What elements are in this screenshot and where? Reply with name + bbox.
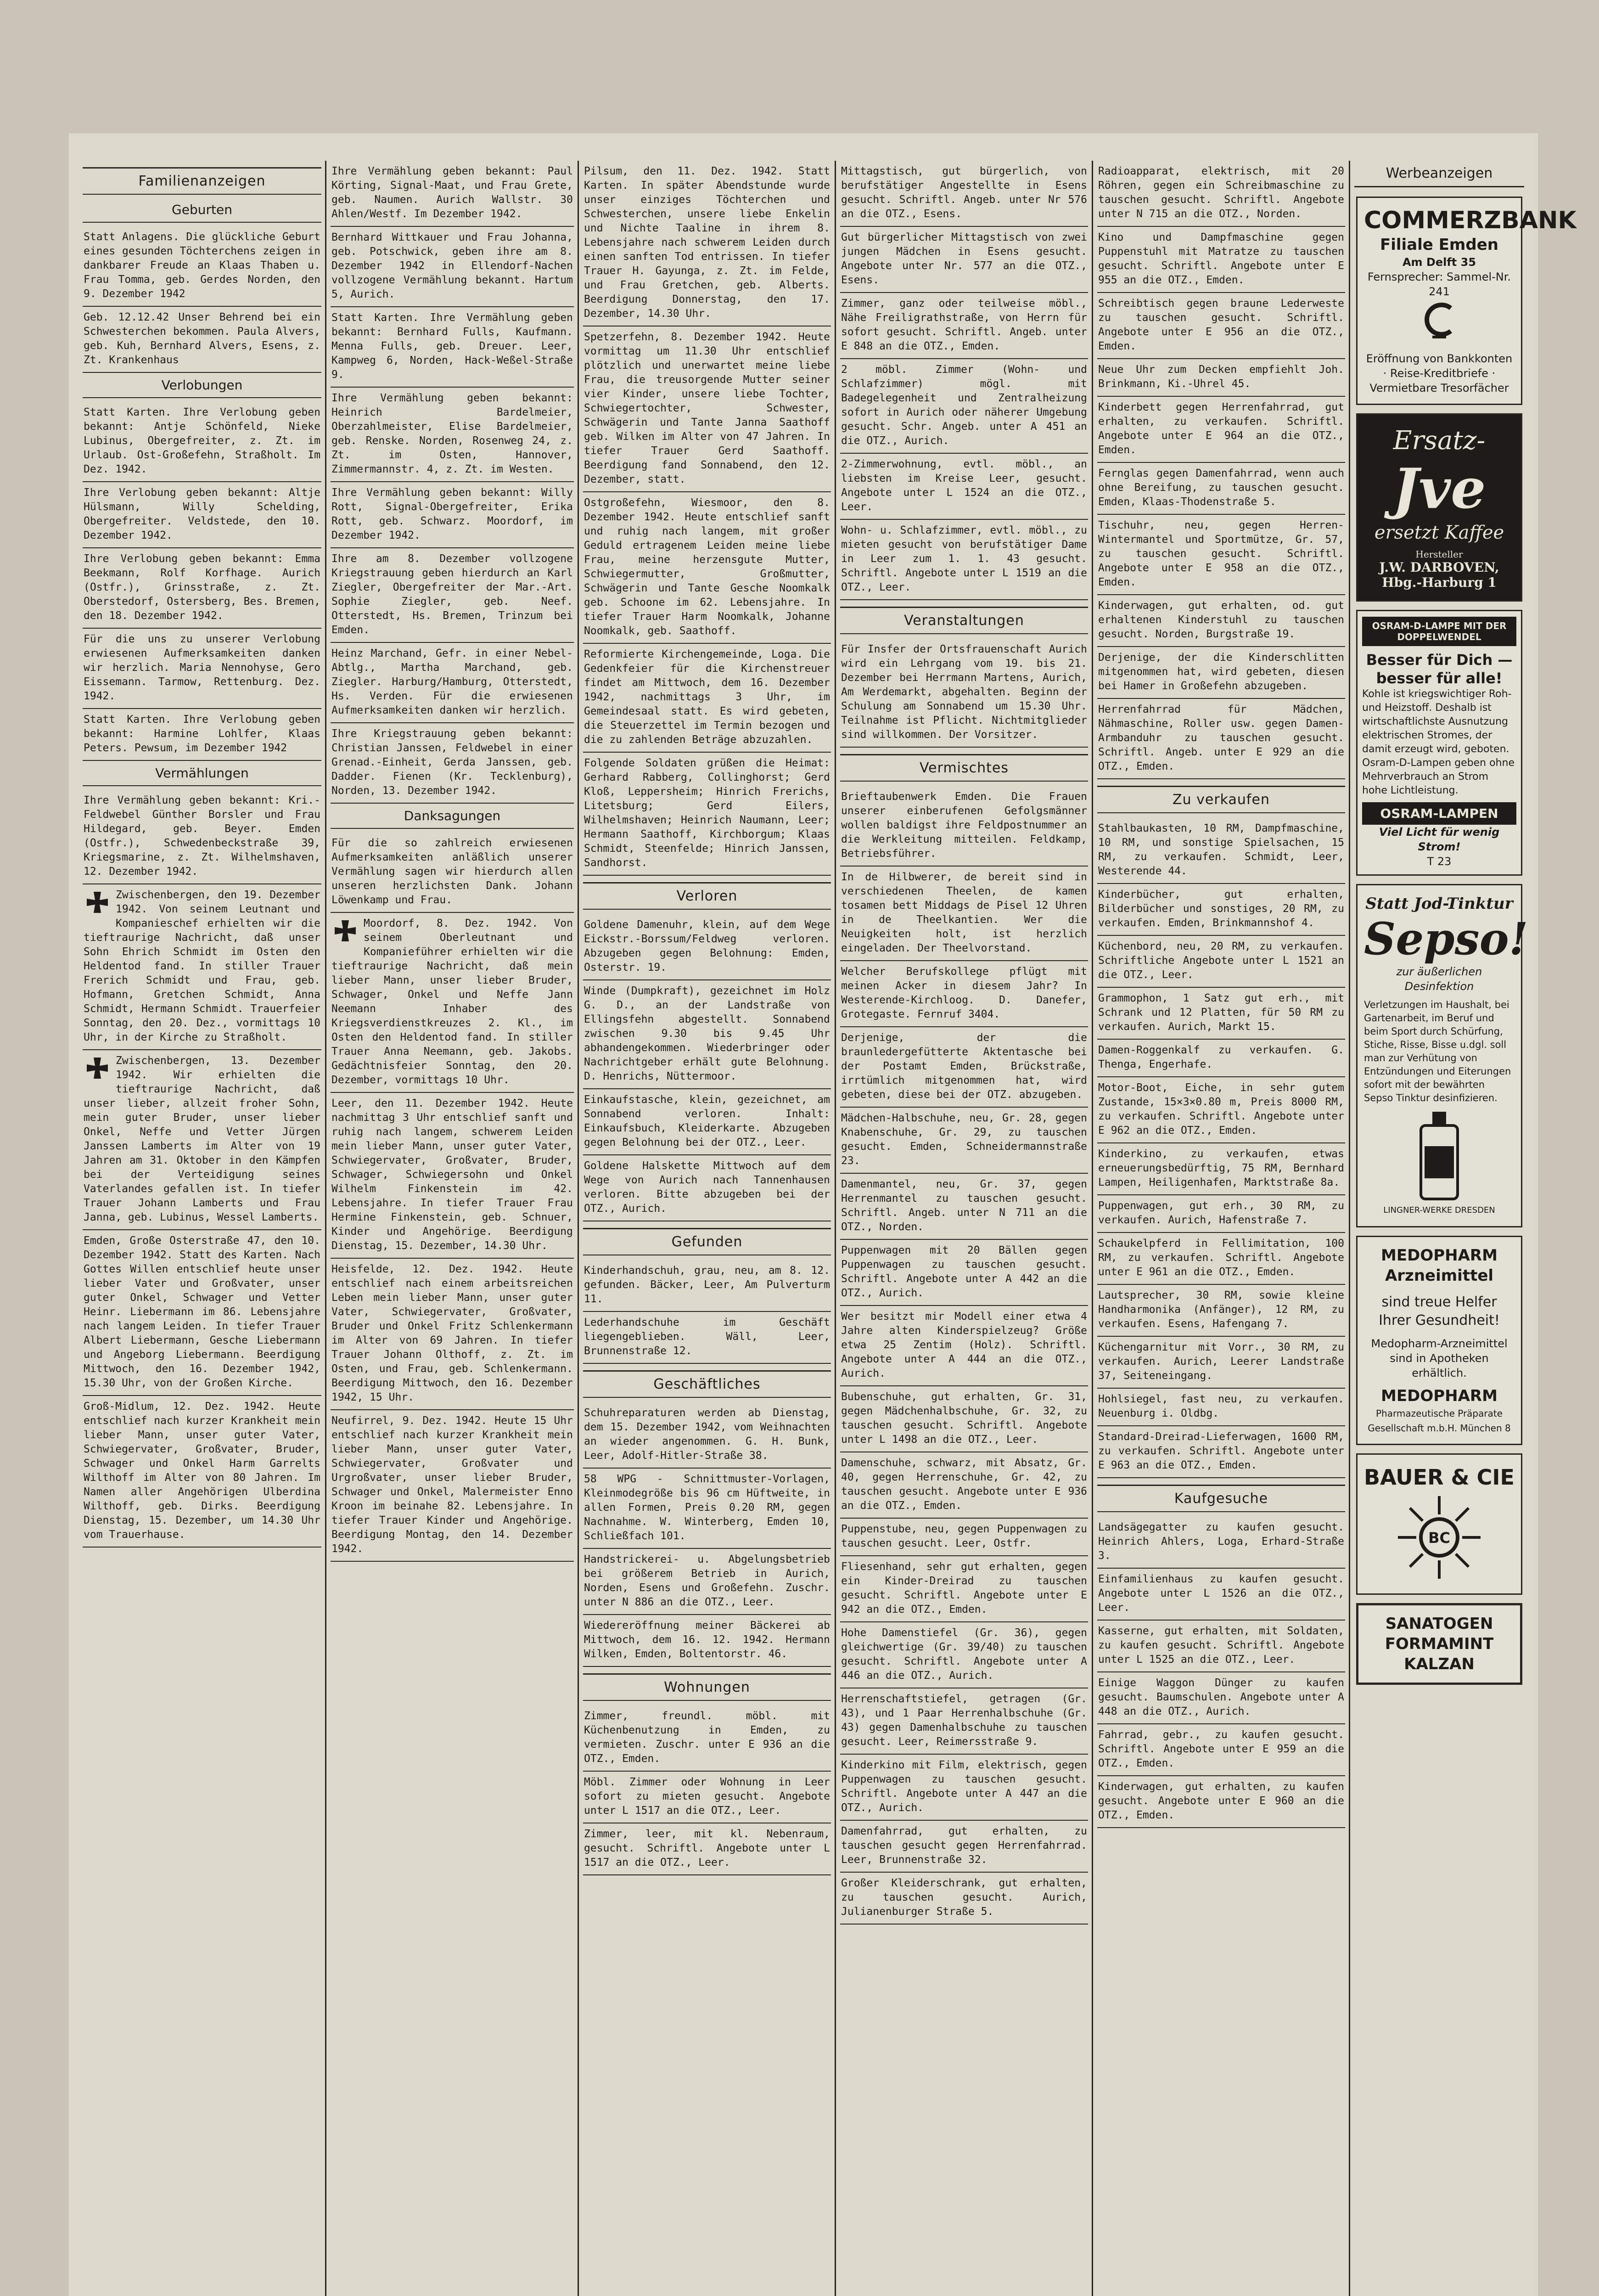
commerzbank-address: Am Delft 35: [1402, 256, 1476, 269]
classified-ad: Winde (Dumpkraft), gezeichnet im Holz G. D., an der Landstraße von Ellingsfehn abgestellt. Sonnabend zwischen 9.30 bis 9.45 Uhr abhandengekommen. Wiederbringer oder Nachrichtgeber erhält gute Belohnung. D. Henrichs, Nüttermoor.: [583, 980, 831, 1089]
iron-cross-icon: [331, 918, 359, 946]
classified-ad: Bernhard Wittkauer und Frau Johanna, geb. Potschwick, geben ihre am 8. Dezember 1942 in Ellendorf-Nachen vollzogene Vermählung bekannt. Hartum 5, Aurich.: [331, 227, 574, 307]
classified-ad: Ihre Verlobung geben bekannt: Altje Hülsmann, Willy Schelding, Obergefreiter. Veldstede, den 10. Dezember 1942.: [83, 482, 321, 548]
newspaper-page: [69, 133, 1577, 2296]
classified-ad: Statt Karten. Ihre Vermählung geben bekannt: Bernhard Fulls, Kaufmann. Menna Fulls, geb. Dreuer. Leer, Kampweg 6, Norden, Hack-Weßel-Straße 9.: [331, 307, 574, 388]
classified-ad: Bubenschuhe, gut erhalten, Gr. 31, gegen Mädchenhalbschuhe, Gr. 32, zu tauschen gesucht. Schriftl. Angebote unter L 1498 an die OTZ., Leer.: [840, 1386, 1088, 1452]
osram-tagline: Viel Licht für wenig Strom!: [1379, 826, 1500, 853]
classified-ad: Kinderwagen, gut erhalten, od. gut erhaltenen Kinderstuhl zu tauschen gesucht. Norden, Burgstraße 19.: [1097, 595, 1345, 647]
sepso-body: Verletzungen im Haushalt, bei Gartenarbeit, im Beruf und beim Sport durch Schürfung, Stiche, Risse, Bisse u.dgl. soll man zur Verhütung von Entzündungen und Eiterungen sofort mit der bewährten Sepso Tinktur desinfizieren.: [1364, 999, 1511, 1103]
classified-ad: Kinderwagen, gut erhalten, zu kaufen gesucht. Angebote unter E 960 an die OTZ., Emden.: [1097, 1776, 1345, 1828]
classified-ad: Statt Anlagens. Die glückliche Geburt eines gesunden Töchterchens zeigen in dankbarer Freude an Klaas Thaben u. Frau Tomma, geb. Gerdes Norden, den 9. Dezember 1942: [83, 226, 321, 307]
classified-ad: Leer, den 11. Dezember 1942. Heute nachmittag 3 Uhr entschlief sanft und ruhig nach langem, schwerem Leiden mein lieber Mann, unser guter Vater, Schwiegervater, Großvater, Bruder, Schwager, Schwiegersohn und Onkel Wilhelm Finkenstein im 42. Lebensjahre. In tiefer Trauer Frau Hermine Finkenstein, geb. Schnuer, Kinder und Angehörige. Beerdigung Dienstag, 15. Dezember, 14.30 Uhr.: [331, 1093, 574, 1259]
section-heading: Familienanzeigen: [83, 167, 321, 195]
obituary-notice: [83, 884, 321, 1050]
classified-ad: Derjenige, der die braunledergefütterte Aktentasche bei der Postamt Emden, Brückstraße, irrtümlich mitgenommen hat, wird gebeten, diese bei der OTZ. abzugeben.: [840, 1027, 1088, 1108]
classified-ad: Grammophon, 1 Satz gut erh., mit Schrank und 12 Platten, für 50 RM zu verkaufen. Aurich, Markt 15.: [1097, 988, 1345, 1040]
classified-ad: Puppenwagen mit 20 Bällen gegen Puppenwagen zu tauschen gesucht. Schriftl. Angebote unter A 442 an die OTZ., Aurich.: [840, 1240, 1088, 1306]
sepso-bottle-icon: [1412, 1109, 1467, 1201]
section-heading: Geschäftliches: [583, 1370, 831, 1398]
classified-ad: Puppenstube, neu, gegen Puppenwagen zu tauschen gesucht. Leer, Ostfr.: [840, 1519, 1088, 1556]
classified-ad: Herrenschaftstiefel, getragen (Gr. 43), und 1 Paar Herrenhalbschuhe (Gr. 43) gegen Damenhalbschuhe zu tauschen gesucht. Leer, Reimersstraße 9.: [840, 1688, 1088, 1755]
classified-ad: Ihre Vermählung geben bekannt: Kri.-Feldwebel Günther Borsler und Frau Hildegard, geb. Beyer. Emden (Ostfr.), Schwedenbeckstraße 39, Kriegsmarine, z. Zt. Wilhelmshaven, 12. Dezember 1942.: [83, 790, 321, 884]
jve-top: Ersatz-: [1393, 426, 1486, 456]
bauer-sunburst-logo-icon: [1393, 1491, 1485, 1583]
classified-ad: Schuhreparaturen werden ab Dienstag, dem 15. Dezember 1942, vom Weihnachten an wieder angenommen. G. H. Bunk, Leer, Adolf-Hitler-Straße 38.: [583, 1402, 831, 1469]
classified-ad: Zimmer, leer, mit kl. Nebenraum, gesucht. Schriftl. Angebote unter L 1517 an die OTZ., Leer.: [583, 1823, 831, 1875]
classified-ad: Schaukelpferd in Fellimitation, 100 RM, zu verkaufen. Schriftl. Angebote unter E 961 an die OTZ., Emden.: [1097, 1233, 1345, 1285]
classified-ad: Damenfahrrad, gut erhalten, zu tauschen gesucht gegen Herrenfahrrad. Leer, Brunnenstraße 32.: [840, 1821, 1088, 1873]
obituary-notice: [83, 1050, 321, 1230]
section-heading: Wohnungen: [583, 1673, 831, 1701]
classified-ad: Folgende Soldaten grüßen die Heimat: Gerhard Rabberg, Collinghorst; Gerd Kloß, Leppersheim; Hinrich Frerichs, Litetsburg; Gerd Eilers, Wilhelmshaven; Heinrich Naumann, Leer; Hermann Saathoff, Kirchborgum; Klaas Schmidt, Steenfelde; Hinrich Janssen, Sandhorst.: [583, 753, 831, 876]
classified-ad: Damenmantel, neu, Gr. 37, gegen Herrenmantel zu tauschen gesucht. Schriftl. Angeb. unter N 711 an die OTZ., Norden.: [840, 1174, 1088, 1240]
classified-ad: Hohlsiegel, fast neu, zu verkaufen. Neuenburg i. Oldbg.: [1097, 1389, 1345, 1426]
classified-ad: Ostgroßefehn, Wiesmoor, den 8. Dezember 1942. Heute entschlief sanft und ruhig nach langem, mit großer Geduld ertragenem Leiden meine liebe Frau, meine herzensgute Mutter, Schwiegermutter, Großmutter, Schwägerin und Tante Gesche Noomkalk geb. Schoone im 62. Lebensjahre. In tiefer Trauer Harm Noomkalk, Johanne Noomkalk, geb. Saathoff.: [583, 492, 831, 644]
iron-cross-icon: [84, 1056, 111, 1083]
osram-headline: Besser für Dich — besser für alle!: [1366, 651, 1513, 687]
section-heading: Kaufgesuche: [1097, 1485, 1345, 1512]
subsection-heading: Danksagungen: [331, 805, 574, 829]
jve-ad: [1356, 413, 1522, 602]
classified-ad: Puppenwagen, gut erh., 30 RM, zu verkaufen. Aurich, Hafenstraße 7.: [1097, 1195, 1345, 1233]
classified-ad: Herrenfahrrad für Mädchen, Nähmaschine, Roller usw. gegen Damen-Armbanduhr zu tauschen gesucht. Schriftl. Angeb. unter E 929 an die OTZ., Emden.: [1097, 699, 1345, 779]
classified-ad: Wiedereröffnung meiner Bäckerei ab Mittwoch, dem 16. 12. 1942. Hermann Wilken, Emden, Boltentorstr. 46.: [583, 1615, 831, 1667]
column-divider: [1092, 161, 1093, 2296]
classified-ad: Lautsprecher, 30 RM, sowie kleine Handharmonika (Anfänger), 12 RM, zu verkaufen. Esens, Hafengang 7.: [1097, 1285, 1345, 1337]
classified-ad: Hohe Damenstiefel (Gr. 36), gegen gleichwertige (Gr. 39/40) zu tauschen gesucht. Schriftl. Angebote unter A 446 an die OTZ., Aurich.: [840, 1622, 1088, 1688]
classified-ad: Großer Kleiderschrank, gut erhalten, zu tauschen gesucht. Aurich, Julianenburger Straße 5.: [840, 1873, 1088, 1925]
bank-logo-icon: [1419, 299, 1460, 349]
classified-ad: Stahlbaukasten, 10 RM, Dampfmaschine, 10 RM, und sonstige Spielsachen, 15 RM, zu verkaufen. Schmidt, Leer, Westerende 44.: [1097, 818, 1345, 884]
classified-ad: Reformierte Kirchengemeinde, Loga. Die Gedenkfeier für die Kirchenstreuer findet am Mittwoch, dem 16. Dezember 1942, nachmittags 3 Uhr, im Gemeindesaal statt. Es wird gebeten, die Steuerzettel im Termin bezogen und die zu zahlenden Beträge abzuzahlen.: [583, 644, 831, 753]
bauer-ad: [1356, 1453, 1522, 1595]
classified-ad: Neufirrel, 9. Dez. 1942. Heute 15 Uhr entschlief nach kurzer Krankheit mein lieber Mann, unser guter Vater, Schwiegervater, Großvater und Urgroßvater, unser lieber Bruder, Schwager und Onkel, Malermeister Enno Kroon im beinahe 82. Lebensjahre. In tiefer Trauer Kinder und Angehörige. Beerdigung Montag, den 14. Dezember 1942.: [331, 1410, 574, 1562]
classified-ad: Zimmer, ganz oder teilweise möbl., Nähe Freiligrathstraße, von Herrn für sofort gesucht. Schriftl. Angeb. unter E 848 an die OTZ., Emden.: [840, 293, 1088, 359]
medopharm-head: MEDOPHARM: [1381, 1246, 1498, 1265]
classified-ad: Tischuhr, neu, gegen Herren-Wintermantel und Sportmütze, Gr. 57, zu tauschen gesucht. Schriftl. Angebote unter E 958 an die OTZ., Emden.: [1097, 515, 1345, 595]
classified-ad: Spetzerfehn, 8. Dezember 1942. Heute vormittag um 11.30 Uhr entschlief plötzlich und unerwartet meine liebe Frau, die treusorgende Mutter seiner vier Kinder, unsere liebe Tochter, Schwiegertochter, Schwester, Schwägerin und Tante Janna Saathoff geb. Wilken im Alter von 47 Jahren. In tiefer Trauer Gerd Saathoff. Beerdigung fand Sonnabend, den 12. Dezember, statt.: [583, 326, 831, 492]
classified-ad: Welcher Berufskollege pflügt mit meinen Acker in diesem Jahr? In Westerende-Kirchloog. D. Danefer, Grotegaste. Fernruf 3404.: [840, 961, 1088, 1027]
section-heading: Zu verkaufen: [1097, 786, 1345, 813]
medopharm-line2: Ihrer Gesundheit!: [1379, 1312, 1500, 1328]
classified-ad: 2-Zimmerwohnung, evtl. möbl., an liebsten im Kreise Leer, gesucht. Angebote unter L 1524 an die OTZ., Leer.: [840, 454, 1088, 520]
jve-maker-label: Hersteller: [1415, 549, 1463, 560]
column-2: [331, 161, 574, 2296]
section-heading: Verloren: [583, 882, 831, 910]
sepso-sub: zur äußerlichen Desinfektion: [1396, 965, 1482, 993]
column-4: [840, 161, 1088, 2296]
medopharm-body: Medopharm-Arzneimittel sind in Apotheken erhältlich.: [1371, 1337, 1508, 1379]
column-divider: [1349, 161, 1350, 2296]
classified-ad: Damen-Roggenkalf zu verkaufen. G. Thenga, Engerhafe.: [1097, 1040, 1345, 1077]
commerzbank-ad: [1356, 197, 1577, 405]
sepso-ad: [1356, 884, 1528, 1227]
osram-banner: OSRAM-D-LAMPE MIT DER DOPPELWENDEL: [1362, 617, 1516, 646]
osram-body: Kohle ist kriegswichtiger Roh- und Heizstoff. Deshalb ist wirtschaftlichste Ausnutzung elektrischen Stromes, der damit erzeugt wird, geboten. Osram-D-Lampen geben ohne Mehrverbrauch an Strom hohe Lichtleistung.: [1362, 688, 1515, 796]
classified-ad: Einige Waggon Dünger zu kaufen gesucht. Baumschulen. Angebote unter A 448 an die OTZ., Aurich.: [1097, 1672, 1345, 1724]
bauer-mark: BC: [1428, 1529, 1450, 1547]
classified-ad: 2 möbl. Zimmer (Wohn- und Schlafzimmer) mögl. mit Badegelegenheit und Zentralheizung sofort in Aurich oder näherer Umgebung gesucht. Schr. Angeb. unter A 451 an die OTZ., Aurich.: [840, 359, 1088, 454]
section-heading: Gefunden: [583, 1228, 831, 1255]
classified-ad: Goldene Halskette Mittwoch auf dem Wege von Aurich nach Tannenhausen verloren. Bitte abzugeben bei der OTZ., Aurich.: [583, 1155, 831, 1221]
classified-ad: Heinz Marchand, Gefr. in einer Nebel-Abtlg., Martha Marchand, geb. Ziegler. Harburg/Hamburg, Otterstedt, Hs. Verden. Für die erwiesenen Aufmerksamkeiten danken wir herzlich.: [331, 643, 574, 723]
classified-ad: Ihre Vermählung geben bekannt: Heinrich Bardelmeier, Oberzahlmeister, Elise Bardelmeier, geb. Renske. Norden, Rosenweg 24, z. Zt. im Osten, Hannover, Zimmermannstr. 4, z. Zt. im Westen.: [331, 388, 574, 482]
classified-ad: Brieftaubenwerk Emden. Die Frauen unserer einberufenen Gefolgsmänner wollen baldigst ihre Feldpostnummer an die Werkleitung mitteilen. Feldkamp, Betriebsführer.: [840, 786, 1088, 867]
classified-ad: Wer besitzt mir Modell einer etwa 4 Jahre alten Kinderspielzeug? Größe etwa 25 Zentim (Holz). Schriftl. Angebote unter A 444 an die OTZ., Aurich.: [840, 1306, 1088, 1386]
medopharm-line1: sind treue Helfer: [1381, 1294, 1497, 1310]
classified-ad: Heisfelde, 12. Dez. 1942. Heute entschlief nach einem arbeitsreichen Leben mein lieber Mann, unser guter Vater, Schwiegervater, Großvater, Bruder und Onkel Fritz Schlenkermann im Alter von 69 Jahren. In tiefer Trauer Johann Olthoff, z. Zt. im Osten, und Frau, geb. Schlenkermann. Beerdigung Mittwoch, den 16. Dezember 1942, 15 Uhr.: [331, 1259, 574, 1410]
classified-ad: Einkaufstasche, klein, gezeichnet, am Sonnabend verloren. Inhalt: Einkaufsbuch, Kleiderkarte. Abzugeben gegen Belohnung bei der OTZ., Leer.: [583, 1089, 831, 1155]
classified-ad: Für die uns zu unserer Verlobung erwiesenen Aufmerksamkeiten danken wir herzlich. Maria Nennohyse, Gero Eissemann. Tarmow, Rettenburg. Dez. 1942.: [83, 629, 321, 709]
column-3: [583, 161, 831, 2296]
classified-ad: 58 WPG - Schnittmuster-Vorlagen, Kleinmodegröße bis 96 cm Hüftweite, in allen Formen, Preis 0.20 RM, gegen Nachnahme. W. Winterberg, Emden 10, Schließfach 101.: [583, 1469, 831, 1549]
classified-ad: Groß-Midlum, 12. Dez. 1942. Heute entschlief nach kurzer Krankheit mein lieber Mann, unser guter Vater, Schwiegervater, Großvater, Bruder, Schwager und Onkel Harm Garrelts Wilthoff im Alter von 80 Jahren. Im Namen aller Angehörigen Ulberdina Wilthoff, geb. Dirks. Beerdigung Dienstag, 15. Dezember, um 14.30 Uhr vom Trauerhause.: [83, 1396, 321, 1548]
medopharm-head2: Arzneimittel: [1385, 1266, 1494, 1285]
medopharm-footer: Pharmazeutische Präparate Gesellschaft m.b.H. München 8: [1368, 1408, 1511, 1434]
classified-ad: Damenschuhe, schwarz, mit Absatz, Gr. 40, gegen Herrenschuhe, Gr. 42, zu tauschen gesucht. Angebote unter E 936 an die OTZ., Emden.: [840, 1452, 1088, 1519]
classified-ad: Fliesenhand, sehr gut erhalten, gegen ein Kinder-Dreirad zu tauschen gesucht. Schriftl. Angebote unter E 942 an die OTZ., Emden.: [840, 1556, 1088, 1622]
classified-ad: Kino und Dampfmaschine gegen Puppenstuhl mit Matratze zu tauschen gesucht. Schriftl. Angebote unter E 955 an die OTZ., Emden.: [1097, 227, 1345, 293]
advertising-sidebar: [1354, 161, 1577, 2296]
subsection-heading: Geburten: [83, 199, 321, 223]
column-divider: [325, 161, 326, 2296]
classified-ad: Derjenige, der die Kinderschlitten mitgenommen hat, wird gebeten, diesen bei Hamer in Großefehn abzugeben.: [1097, 647, 1345, 699]
jve-brand: Jve: [1392, 456, 1486, 521]
subsection-heading: Vermählungen: [83, 763, 321, 786]
classified-ad: Motor-Boot, Eiche, in sehr gutem Zustande, 15×3×0.80 m, Preis 8000 RM, zu verkaufen. Schriftl. Angebote unter E 962 an die OTZ., Emden.: [1097, 1077, 1345, 1143]
commerzbank-branch: Filiale Emden: [1380, 236, 1498, 254]
classified-ad: Wohn- u. Schlafzimmer, evtl. möbl., zu mieten gesucht von berufstätiger Dame in Leer zum 1. 1. 43 gesucht. Schriftl. Angebote unter L 1519 an die OTZ., Leer.: [840, 520, 1088, 600]
classified-ad: Kinderbett gegen Herrenfahrrad, gut erhalten, zu verkaufen. Schriftl. Angebote unter E 964 an die OTZ., Emden.: [1097, 397, 1345, 463]
classified-ad: Kasserne, gut erhalten, mit Soldaten, zu kaufen gesucht. Schriftl. Angebote unter L 1525 an die OTZ., Leer.: [1097, 1621, 1345, 1672]
classified-ad: Fahrrad, gebr., zu kaufen gesucht. Schriftl. Angebote unter E 959 an die OTZ., Emden.: [1097, 1724, 1345, 1776]
column-5: [1097, 161, 1345, 2296]
bauer-name: BAUER & CIE: [1364, 1465, 1515, 1490]
classified-ad: Fernglas gegen Damenfahrrad, wenn auch ohne Bereifung, zu tauschen gesucht. Emden, Klaas-Thodenstraße 5.: [1097, 463, 1345, 515]
classified-ad: Mittagstisch, gut bürgerlich, von berufstätiger Angestellte in Esens gesucht. Schriftl. Angeb. unter Nr 576 an die OTZ., Esens.: [840, 161, 1088, 227]
classified-ad: Gut bürgerlicher Mittagstisch von zwei jungen Mädchen in Esens gesucht. Angebote unter Nr. 577 an die OTZ., Esens.: [840, 227, 1088, 293]
obituary-text: Zwischenbergen, 13. Dezember 1942. Wir erhielten die tieftraurige Nachricht, daß unser lieber, allzeit froher Sohn, mein guter Bruder, unser lieber Onkel, Neffe und Vetter Jürgen Janssen Lamberts im Alter von 19 Jahren am 31. Oktober in den Kämpfen bei der Verteidigung seines Vaterlandes gefallen ist. In tiefer Trauer Johann Lamberts und Frau Janna, geb. Lubinus, Wessel Lamberts.: [84, 1055, 320, 1223]
classified-ad: Standard-Dreirad-Lieferwagen, 1600 RM, zu verkaufen. Schriftl. Angebote unter E 963 an die OTZ., Emden.: [1097, 1426, 1345, 1478]
sidebar-header: Werbeanzeigen: [1354, 161, 1524, 187]
classified-ad: Einfamilienhaus zu kaufen gesucht. Angebote unter L 1526 an die OTZ., Leer.: [1097, 1569, 1345, 1621]
classified-ad: Goldene Damenuhr, klein, auf dem Wege Eickstr.-Borssum/Feldweg verloren. Abzugeben gegen Belohnung: Emden, Osterstr. 19.: [583, 914, 831, 980]
classified-ad: Ihre Vermählung geben bekannt: Paul Körting, Signal-Maat, und Frau Grete, geb. Naumen. Aurich Wallstr. 30 Ahlen/Westf. Im Dezember 1942.: [331, 161, 574, 227]
classified-ad: Emden, Große Osterstraße 47, den 10. Dezember 1942. Statt des Karten. Nach Gottes Willen entschlief heute unser lieber Vater und Großvater, unser guter Onkel, Schwager und Vetter Heinr. Liebermann im 86. Lebensjahre nach langem Leiden. In tiefer Trauer Albert Liebermann, Gesche Liebermann und Angeborg Liebermann. Beerdigung Mittwoch, den 16. Dezember 1942, 15.30 Uhr, von der Großen Kirche.: [83, 1230, 321, 1396]
obituary-notice: [331, 913, 574, 1093]
classified-ad: Kinderbücher, gut erhalten, Bilderbücher und sonstiges, 20 RM, zu verkaufen. Emden, Brinkmannshof 4.: [1097, 884, 1345, 936]
section-heading: Veranstaltungen: [840, 607, 1088, 634]
classified-ad: Ihre am 8. Dezember vollzogene Kriegstrauung geben hierdurch an Karl Ziegler, Obergefreiter der Mar.-Art. Sophie Ziegler, geb. Neef. Otterstedt, Hs. Bremen, Trinzum bei Emden.: [331, 548, 574, 643]
classified-ad: Handstrickerei- u. Abgelungsbetrieb bei größerem Betrieb in Aurich, Norden, Esens und Großefehn. Zuschr. unter N 886 an die OTZ., Leer.: [583, 1549, 831, 1615]
column-divider: [835, 161, 836, 2296]
classified-ad: Zimmer, freundl. möbl. mit Küchenbenutzung in Emden, zu vermieten. Zuschr. unter E 936 an die OTZ., Emden.: [583, 1705, 831, 1772]
medopharm-ad: [1356, 1236, 1522, 1445]
kalzan-line: KALZAN: [1404, 1655, 1475, 1673]
classified-ad: Mädchen-Halbschuhe, neu, Gr. 28, gegen Knabenschuhe, Gr. 29, zu tauschen gesucht. Emden, Schneidermannstraße 23.: [840, 1108, 1088, 1174]
commerzbank-phone: Fernsprecher: Sammel-Nr. 241: [1367, 270, 1511, 298]
classified-ad: Für die so zahlreich erwiesenen Aufmerksamkeiten anläßlich unserer Vermählung sagen wir hierdurch allen unseren herzlichsten Dank. Johann Löwenkamp und Frau.: [331, 833, 574, 913]
classified-ad: Statt Karten. Ihre Verlobung geben bekannt: Harmine Lohlfer, Klaas Peters. Pewsum, im Dezember 1942: [83, 709, 321, 761]
obituary-text: Moordorf, 8. Dez. 1942. Von seinem Oberleutnant und Kompanieführer erhielten wir die tieftraurige Nachricht, daß mein lieber Mann, unser lieber Bruder, Schwager, Onkel und Neffe Jann Neemann Inhaber des Kriegsverdienstkreuzes 2. Kl., im Osten den Heldentod fand. In stiller Trauer Anna Neemann, geb. Jakobs. Gedächtnisfeier Sonntag, den 20. Dezember, vormittags 10 Uhr.: [331, 917, 573, 1086]
jve-tagline: ersetzt Kaffee: [1374, 522, 1504, 543]
osram-code: T 23: [1427, 855, 1452, 868]
classified-ad: Radioapparat, elektrisch, mit 20 Röhren, gegen ein Schreibmaschine zu tauschen gesucht. Schriftl. Angebote unter N 715 an die OTZ., Norden.: [1097, 161, 1345, 227]
sanatogen-ad: [1356, 1603, 1522, 1685]
classified-ad: Neue Uhr zum Decken empfiehlt Joh. Brinkmann, Ki.-Uhrel 45.: [1097, 359, 1345, 397]
classified-ad: Kinderhandschuh, grau, neu, am 8. 12. gefunden. Bäcker, Leer, Am Pulverturm 11.: [583, 1260, 831, 1312]
column-1: [83, 161, 321, 2296]
classified-ad: Schreibtisch gegen braune Lederweste zu tauschen gesucht. Schriftl. Angebote unter E 956 an die OTZ., Emden.: [1097, 293, 1345, 359]
formamint-line: FORMAMINT: [1385, 1635, 1494, 1653]
classified-ad: Statt Karten. Ihre Verlobung geben bekannt: Antje Schönfeld, Nieke Lubinus, Obergefreiter, z. Zt. im Urlaub. Ost-Großefehn, Straßholt. Im Dez. 1942.: [83, 402, 321, 482]
medopharm-logo: MEDOPHARM: [1381, 1387, 1498, 1405]
classified-ad: Kinderkino, zu verkaufen, etwas erneuerungsbedürftig, 75 RM, Bernhard Lampen, Heiligenhafen, Marktstraße 8a.: [1097, 1143, 1345, 1195]
classified-ad: Ihre Verlobung geben bekannt: Emma Beekmann, Rolf Korfhage. Aurich (Ostfr.), Grinsstraße, z. Zt. Oberstedorf, Ostersberg, Bes. Bremen, den 18. Dezember 1942.: [83, 548, 321, 629]
iron-cross-icon: [84, 890, 111, 917]
sanatogen-line: SANATOGEN: [1385, 1615, 1493, 1633]
classified-ad: Lederhandschuhe im Geschäft liegengeblieben. Wäll, Leer, Brunnenstraße 12.: [583, 1312, 831, 1364]
classified-ad: Geb. 12.12.42 Unser Behrend bei ein Schwesterchen bekommen. Paula Alvers, geb. Kuh, Bernhard Alvers, Esens, z. Zt. Krankenhaus: [83, 307, 321, 373]
classified-ad: Kinderkino mit Film, elektrisch, gegen Puppenwagen zu tauschen gesucht. Schriftl. Angebote unter A 447 an die OTZ., Aurich.: [840, 1755, 1088, 1821]
section-heading: Vermischtes: [840, 754, 1088, 782]
classified-ad: Pilsum, den 11. Dez. 1942. Statt Karten. In später Abendstunde wurde unser einziges Töchterchen und Schwesterchen, unsere liebe Enkelin und Nichte Taaline in ihrem 8. Lebensjahre nach schwerem Leiden durch einen sanften Tod entrissen. In tiefer Trauer H. Gayunga, z. Zt. im Felde, und Frau Gretchen, geb. Alberts. Beerdigung Donnerstag, den 17. Dezember, 14.30 Uhr.: [583, 161, 831, 326]
classified-ad: Ihre Vermählung geben bekannt: Willy Rott, Signal-Obergefreiter, Erika Rott, geb. Schwarz. Moordorf, im Dezember 1942.: [331, 482, 574, 548]
commerzbank-name: COMMERZBANK: [1364, 207, 1577, 234]
sepso-top: Statt Jod-Tinktur: [1365, 895, 1513, 913]
osram-logo: OSRAM-LAMPEN: [1362, 802, 1516, 825]
classified-ad: Küchenbord, neu, 20 RM, zu verkaufen. Schriftliche Angebote unter L 1521 an die OTZ., Leer.: [1097, 936, 1345, 988]
classified-ad: Landsägegatter zu kaufen gesucht. Heinrich Ahlers, Loga, Erhard-Straße 3.: [1097, 1517, 1345, 1569]
commerzbank-services: Eröffnung von Bankkonten · Reise-Kreditbriefe · Vermietbare Tresorfächer: [1366, 352, 1513, 394]
obituary-text: Zwischenbergen, den 19. Dezember 1942. Von seinem Leutnant und Kompanieschef erhielten wir die tieftraurige Nachricht, daß unser Sohn Ehrich Schmidt im Osten den Heldentod fand. In stiller Trauer Frerich Schmidt und Frau, geb. Hofmann, Gretchen Schmidt, Anna Schmidt, Hermann Schmidt. Trauerfeier Sonntag, den 20. Dez., vormittags 10 Uhr, in der Kirche zu Straßholt.: [84, 889, 320, 1043]
classified-ad: Ihre Kriegstrauung geben bekannt: Christian Janssen, Feldwebel in einer Grenad.-Einheit, Gerda Janssen, geb. Dadder. Fienen (Kr. Tecklenburg), Norden, 13. Dezember 1942.: [331, 723, 574, 804]
column-divider: [578, 161, 579, 2296]
subsection-heading: Verlobungen: [83, 375, 321, 398]
classified-ad: Für Insfer der Ortsfrauenschaft Aurich wird ein Lehrgang vom 19. bis 21. Dezember bei Herrmann Martens, Aurich, Am Werdemarkt, abgehalten. Beginn der Schulung am Sonnabend um 15.30 Uhr. Teilnahme ist Pflicht. Nichtmitglieder sind willkommen. Der Vorsitzer.: [840, 639, 1088, 748]
sepso-label: LINGNER-WERKE DRESDEN: [1383, 1205, 1495, 1215]
classified-ad: In de Hilbwerer, de bereit sind in verschiedenen Theelen, de kamen tosamen bett Middags de Pisel 12 Uhren in de Theelkantien. Wer die Neuigkeiten holt, ist herzlich eingeladen. Der Theelvorstand.: [840, 867, 1088, 961]
classified-ad: Küchengarnitur mit Vorr., 30 RM, zu verkaufen. Aurich, Leerer Landstraße 37, Seiteneingang.: [1097, 1337, 1345, 1389]
jve-maker: J.W. DARBOVEN, Hbg.-Harburg 1: [1379, 560, 1499, 590]
sepso-brand: Sepso!: [1364, 913, 1528, 965]
osram-ad: [1356, 610, 1522, 876]
classified-ad: Möbl. Zimmer oder Wohnung in Leer sofort zu mieten gesucht. Angebote unter L 1517 an die OTZ., Leer.: [583, 1772, 831, 1823]
